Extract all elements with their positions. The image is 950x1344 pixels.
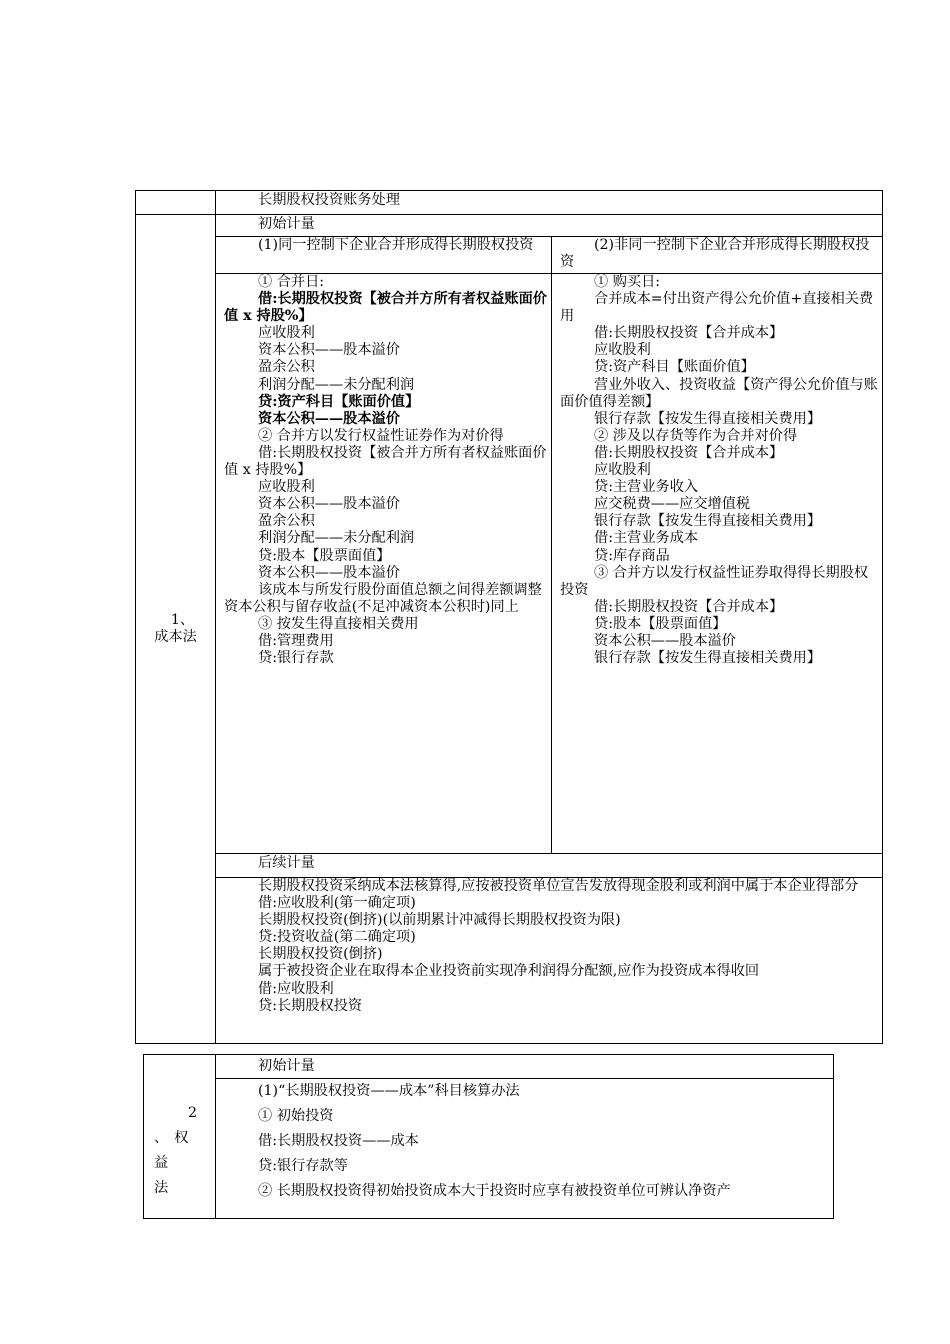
non-same-control-entry-line: ③ 合并方以发行权益性证券取得得长期股权投资: [560, 564, 869, 598]
non-same-control-entry-line: 借:长期股权投资【合并成本】: [594, 325, 784, 342]
non-same-control-entry-line: 银行存款【按发生得直接相关费用】: [594, 650, 822, 667]
non-same-control-entry-line: 贷:股本【股票面值】: [594, 615, 727, 632]
equity-entry-line: (1)“长期股权投资——成本”科目核算办法: [258, 1083, 520, 1099]
subsequent-entry-line: 属于被投资企业在取得本企业投资前实现净利润得分配额,应作为投资成本得收回: [258, 963, 760, 980]
non-same-control-entry-line: ② 涉及以存货等作为合并对价得: [594, 427, 798, 444]
same-control-entry-line: 利润分配——未分配利润: [258, 530, 415, 547]
equity-method-label: 2 、权益 法: [144, 1055, 216, 1219]
non-same-control-entry-line: 借:主营业务成本: [594, 530, 699, 547]
non-same-control-entry-line: 资本公积——股本溢价: [594, 632, 736, 649]
same-control-entry-line: 应收股利: [258, 325, 315, 342]
same-control-entry-line: 盈余公积: [258, 513, 315, 530]
subsequent-entry-line: 贷:长期股权投资: [258, 997, 363, 1014]
subsequent-measurement-entries: [216, 878, 883, 1044]
same-control-entry-line: 贷:资产科目【账面价值】: [258, 393, 420, 410]
initial-measurement-heading: 初始计量: [216, 215, 883, 237]
equity-entry-line: 贷:银行存款等: [258, 1158, 348, 1174]
equity-initial-heading: 初始计量: [216, 1055, 834, 1079]
subsequent-entry-line: 长期股权投资(倒挤)(以前期累计冲减得长期股权投资为限): [258, 912, 621, 929]
non-same-control-entry-line: 银行存款【按发生得直接相关费用】: [594, 513, 822, 530]
non-same-control-entry-line: ① 购买日:: [594, 274, 661, 290]
same-control-entry-line: 资本公积——股本溢价: [258, 342, 400, 359]
same-control-entry-line: 资本公积——股本溢价: [258, 496, 400, 513]
cost-method-label: 1、 成本法: [136, 215, 216, 1044]
equity-initial-entries: [216, 1079, 834, 1219]
non-same-control-entry-line: 应收股利: [594, 342, 651, 359]
equity-method-table: [143, 1054, 834, 1219]
equity-entry-line: ② 长期股权投资得初始投资成本大于投资时应享有被投资单位可辨认净资产: [258, 1183, 731, 1199]
non-same-control-entry-line: 贷:库存商品: [594, 547, 670, 564]
same-control-entry-line: ① 合并日:: [258, 274, 325, 290]
equity-entry-line: 借:长期股权投资——成本: [258, 1133, 419, 1149]
same-control-entry-line: 盈余公积: [258, 359, 315, 376]
same-control-entry-line: 借:长期股权投资【被合并方所有者权益账面价值 x 持股%】: [224, 291, 547, 325]
same-control-entry-line: 资本公积——股本溢价: [258, 410, 400, 427]
subsequent-entry-line: 长期股权投资采纳成本法核算得,应按被投资单位宣告发放得现金股利或利润中属于本企业得部分: [258, 878, 859, 894]
same-control-entry-line: ③ 按发生得直接相关费用: [258, 615, 419, 632]
subsequent-entry-line: 借:应收股利: [258, 980, 334, 997]
cost-method-table: [135, 190, 883, 1044]
non-same-control-entries: [552, 274, 883, 854]
table-title: 长期股权投资账务处理: [216, 191, 883, 215]
subsequent-entry-line: 借:应收股利(第一确定项): [258, 895, 416, 912]
non-same-control-entry-line: 营业外收入、投资收益【资产得公允价值与账面价值得差额】: [560, 376, 878, 410]
same-control-entry-line: ② 合并方以发行权益性证券作为对价得: [258, 427, 504, 444]
same-control-entry-line: 贷:股本【股票面值】: [258, 547, 391, 564]
subsequent-measurement-heading: 后续计量: [216, 854, 883, 878]
same-control-entry-line: 应收股利: [258, 479, 315, 496]
equity-entry-line: ① 初始投资: [258, 1108, 334, 1124]
non-same-control-entry-line: 贷:资产科目【账面价值】: [594, 359, 755, 376]
subsequent-entry-line: 长期股权投资(倒挤): [258, 946, 383, 963]
same-control-entry-line: 利润分配——未分配利润: [258, 376, 415, 393]
same-control-entry-line: 资本公积——股本溢价: [258, 564, 400, 581]
same-control-entry-line: 借:长期股权投资【被合并方所有者权益账面价值 x 持股%】: [224, 444, 547, 479]
non-same-control-heading: (2)非同一控制下企业合并形成得长期股权投资: [552, 237, 883, 274]
non-same-control-entry-line: 应收股利: [594, 462, 651, 479]
same-control-entry-line: 该成本与所发行股份面值总额之间得差额调整资本公积与留存收益(不足冲减资本公积时)同上: [224, 581, 542, 615]
subsequent-entry-line: 贷:投资收益(第二确定项): [258, 929, 416, 946]
non-same-control-entry-line: 合并成本=付出资产得公允价值+直接相关费用: [560, 291, 874, 325]
same-control-entry-line: 借:管理费用: [258, 632, 334, 649]
same-control-entry-line: 贷:银行存款: [258, 650, 334, 667]
non-same-control-entry-line: 银行存款【按发生得直接相关费用】: [594, 410, 822, 427]
non-same-control-entry-line: 借:长期股权投资【合并成本】: [594, 598, 784, 615]
non-same-control-entry-line: 应交税费——应交增值税: [594, 496, 751, 513]
non-same-control-entry-line: 借:长期股权投资【合并成本】: [594, 444, 784, 461]
non-same-control-entry-line: 贷:主营业务收入: [594, 479, 699, 496]
same-control-heading: (1)同一控制下企业合并形成得长期股权投资: [216, 237, 552, 274]
same-control-entries: [216, 274, 552, 854]
corner-cell: [136, 191, 216, 215]
